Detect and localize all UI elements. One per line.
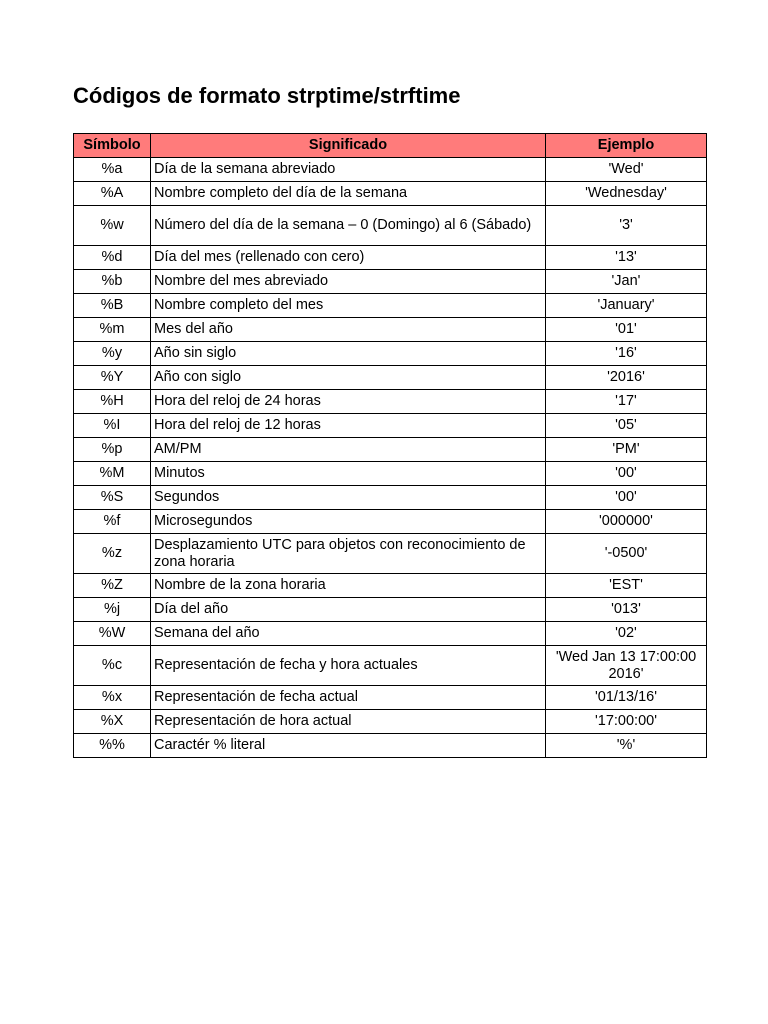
symbol-cell: %H	[74, 390, 151, 414]
example-cell: '01'	[546, 318, 707, 342]
table-row	[74, 246, 707, 270]
table-row	[74, 438, 707, 462]
symbol-cell: %j	[74, 598, 151, 622]
meaning-cell: Minutos	[151, 462, 546, 486]
table-row	[74, 462, 707, 486]
table-row	[74, 646, 707, 686]
table-row	[74, 414, 707, 438]
table-row	[74, 598, 707, 622]
example-cell: '2016'	[546, 366, 707, 390]
example-cell: '01/13/16'	[546, 686, 707, 710]
example-cell: '17:00:00'	[546, 710, 707, 734]
table-row	[74, 622, 707, 646]
format-codes-table	[73, 133, 707, 758]
table-row	[74, 734, 707, 758]
symbol-cell: %B	[74, 294, 151, 318]
table-row	[74, 318, 707, 342]
table-row	[74, 158, 707, 182]
example-cell: '%'	[546, 734, 707, 758]
page-title: Códigos de formato strptime/strftime	[73, 83, 461, 108]
symbol-cell: %b	[74, 270, 151, 294]
example-cell: 'January'	[546, 294, 707, 318]
symbol-cell: %W	[74, 622, 151, 646]
symbol-cell: %%	[74, 734, 151, 758]
meaning-cell: Número del día de la semana – 0 (Domingo) al 6 (Sábado)	[151, 206, 546, 246]
table-row	[74, 686, 707, 710]
symbol-cell: %w	[74, 206, 151, 246]
header-example: Ejemplo	[546, 134, 707, 158]
symbol-cell: %a	[74, 158, 151, 182]
meaning-cell: Representación de hora actual	[151, 710, 546, 734]
meaning-cell: Caractér % literal	[151, 734, 546, 758]
meaning-cell: Hora del reloj de 12 horas	[151, 414, 546, 438]
symbol-cell: %M	[74, 462, 151, 486]
symbol-cell: %x	[74, 686, 151, 710]
table-row	[74, 342, 707, 366]
table-row	[74, 390, 707, 414]
symbol-cell: %c	[74, 646, 151, 686]
table-row	[74, 510, 707, 534]
example-cell: 'Jan'	[546, 270, 707, 294]
example-cell: '13'	[546, 246, 707, 270]
example-cell: '3'	[546, 206, 707, 246]
example-cell: '00'	[546, 486, 707, 510]
header-meaning: Significado	[151, 134, 546, 158]
meaning-cell: Nombre de la zona horaria	[151, 574, 546, 598]
table-row	[74, 366, 707, 390]
example-cell: 'Wed Jan 13 17:00:00 2016'	[546, 646, 707, 686]
meaning-cell: Hora del reloj de 24 horas	[151, 390, 546, 414]
meaning-cell: Día del mes (rellenado con cero)	[151, 246, 546, 270]
symbol-cell: %z	[74, 534, 151, 574]
example-cell: '-0500'	[546, 534, 707, 574]
table-header-row	[74, 134, 707, 158]
meaning-cell: Día del año	[151, 598, 546, 622]
table-row	[74, 294, 707, 318]
example-cell: 'Wednesday'	[546, 182, 707, 206]
symbol-cell: %m	[74, 318, 151, 342]
table-row	[74, 486, 707, 510]
meaning-cell: Mes del año	[151, 318, 546, 342]
symbol-cell: %f	[74, 510, 151, 534]
symbol-cell: %d	[74, 246, 151, 270]
example-cell: '013'	[546, 598, 707, 622]
table-row	[74, 270, 707, 294]
table-row	[74, 574, 707, 598]
example-cell: 'EST'	[546, 574, 707, 598]
symbol-cell: %Z	[74, 574, 151, 598]
table-row	[74, 182, 707, 206]
example-cell: '17'	[546, 390, 707, 414]
symbol-cell: %p	[74, 438, 151, 462]
meaning-cell: Desplazamiento UTC para objetos con reconocimiento de zona horaria	[151, 534, 546, 574]
meaning-cell: Nombre completo del día de la semana	[151, 182, 546, 206]
header-symbol: Símbolo	[74, 134, 151, 158]
symbol-cell: %I	[74, 414, 151, 438]
meaning-cell: Año con siglo	[151, 366, 546, 390]
meaning-cell: Año sin siglo	[151, 342, 546, 366]
example-cell: 'Wed'	[546, 158, 707, 182]
symbol-cell: %Y	[74, 366, 151, 390]
example-cell: '02'	[546, 622, 707, 646]
meaning-cell: Nombre del mes abreviado	[151, 270, 546, 294]
example-cell: '00'	[546, 462, 707, 486]
symbol-cell: %y	[74, 342, 151, 366]
meaning-cell: Nombre completo del mes	[151, 294, 546, 318]
symbol-cell: %S	[74, 486, 151, 510]
meaning-cell: Representación de fecha y hora actuales	[151, 646, 546, 686]
meaning-cell: Semana del año	[151, 622, 546, 646]
meaning-cell: Segundos	[151, 486, 546, 510]
meaning-cell: Día de la semana abreviado	[151, 158, 546, 182]
table-row	[74, 710, 707, 734]
symbol-cell: %A	[74, 182, 151, 206]
example-cell: '16'	[546, 342, 707, 366]
example-cell: '05'	[546, 414, 707, 438]
example-cell: '000000'	[546, 510, 707, 534]
meaning-cell: AM/PM	[151, 438, 546, 462]
table-row	[74, 206, 707, 246]
table-row	[74, 534, 707, 574]
meaning-cell: Representación de fecha actual	[151, 686, 546, 710]
example-cell: 'PM'	[546, 438, 707, 462]
symbol-cell: %X	[74, 710, 151, 734]
meaning-cell: Microsegundos	[151, 510, 546, 534]
